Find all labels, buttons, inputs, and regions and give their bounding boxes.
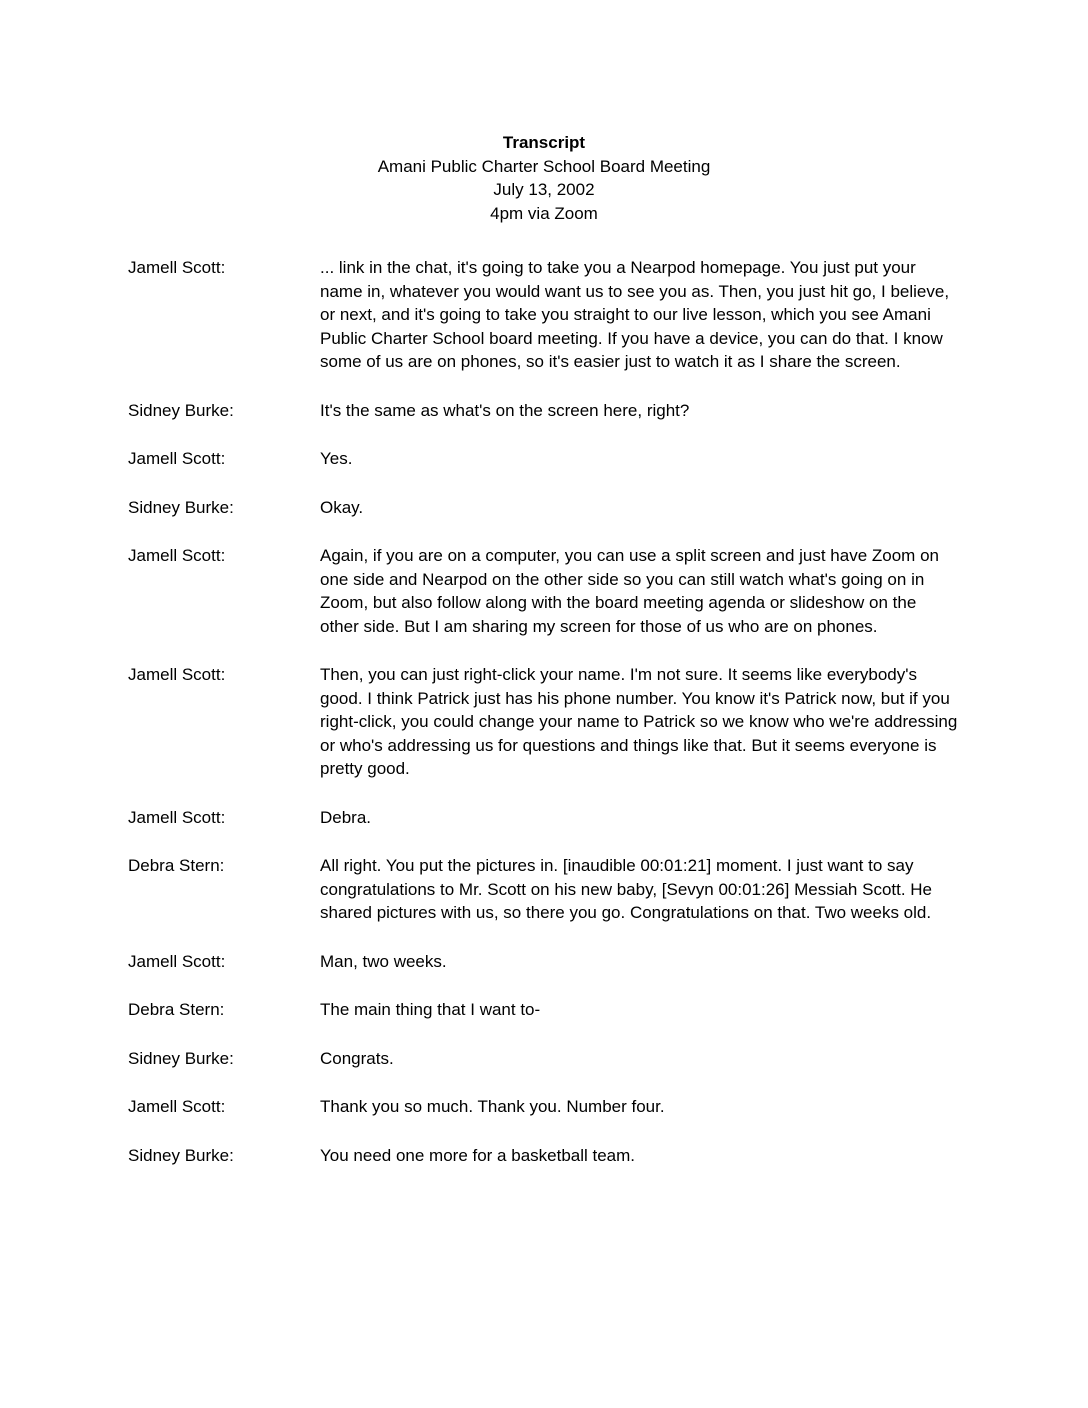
speaker-name: Jamell Scott:: [128, 449, 226, 468]
transcript-entry: [128, 256, 958, 374]
dialogue-text: It's the same as what's on the screen here, right?: [320, 400, 690, 420]
transcript-entry: [128, 998, 958, 1022]
dialogue-text: Again, if you are on a computer, you can use a split screen and just have Zoom on one side and Nearpod on the other side so you can still watch what's going on in Zoom, but also follow along with the board meeting agenda or slideshow on the other side. But I am sharing my screen for those of us who are on phones.: [320, 546, 939, 636]
speaker-name: Jamell Scott:: [128, 546, 226, 565]
document-subtitle: Amani Public Charter School Board Meeting: [377, 156, 711, 176]
document-time: 4pm via Zoom: [490, 203, 598, 223]
dialogue-text: All right. You put the pictures in. [inaudible 00:01:21] moment. I just want to say congratulations to Mr. Scott on his new baby, [Sevyn 00:01:26] Messiah Scott. He shared pictures with us, so there you go. Congratulations on that. Two weeks old.: [320, 856, 933, 922]
speaker-name: Sidney Burke:: [128, 1145, 234, 1165]
speaker-name: Jamell Scott:: [128, 258, 226, 277]
dialogue-text: Congrats.: [320, 1048, 394, 1068]
transcript-entries: [128, 256, 958, 1167]
speaker-name: Debra Stern:: [128, 1000, 225, 1019]
dialogue-text: Thank you so much. Thank you. Number four.: [320, 1097, 665, 1116]
speaker-name: Jamell Scott:: [128, 665, 226, 684]
transcript-entry: [128, 496, 958, 520]
speaker-name: Jamell Scott:: [128, 1097, 226, 1116]
transcript-entry: [128, 1047, 958, 1071]
speaker-name: Jamell Scott:: [128, 951, 226, 971]
document-title: Transcript: [502, 133, 586, 152]
speaker-name: Sidney Burke:: [128, 400, 234, 420]
dialogue-text: The main thing that I want to-: [320, 1000, 541, 1019]
dialogue-text: Okay.: [320, 497, 364, 517]
dialogue-text: Then, you can just right-click your name. I'm not sure. It seems like everybody's good. I think Patrick just has his phone number. You know it's Patrick now, but if you right-click, you could change your name to Patrick so we know who we're addressing or who's addressing us for questions and things like that. But it seems everyone is pretty good.: [320, 665, 958, 778]
transcript-entry: [128, 950, 958, 974]
transcript-entry: [128, 806, 958, 830]
transcript-entry: [128, 399, 958, 423]
transcript-entry: [128, 447, 958, 471]
document-header: [0, 0, 1088, 225]
dialogue-text: Debra.: [320, 807, 372, 827]
dialogue-text: You need one more for a basketball team.: [320, 1145, 636, 1165]
document-date: July 13, 2002: [493, 180, 595, 199]
speaker-name: Sidney Burke:: [128, 497, 234, 517]
transcript-entry: [128, 1144, 958, 1168]
transcript-entry: [128, 1095, 958, 1119]
transcript-entry: [128, 544, 958, 638]
transcript-entry: [128, 663, 958, 781]
speaker-name: Sidney Burke:: [128, 1048, 234, 1068]
speaker-name: Debra Stern:: [128, 856, 225, 875]
dialogue-text: ... link in the chat, it's going to take you a Nearpod homepage. You just put your name in, whatever you would want us to see you as. Then, you just hit go, I believe, or next, and it's going to take you straight to our live lesson, which you see Amani Public Charter School board meeting. If you have a device, you can do that. I know some of us are on phones, so it's easier just to watch it as I share the screen.: [320, 258, 950, 371]
dialogue-text: Yes.: [320, 449, 353, 468]
dialogue-text: Man, two weeks.: [320, 951, 447, 971]
speaker-name: Jamell Scott:: [128, 807, 226, 827]
transcript-entry: [128, 854, 958, 925]
